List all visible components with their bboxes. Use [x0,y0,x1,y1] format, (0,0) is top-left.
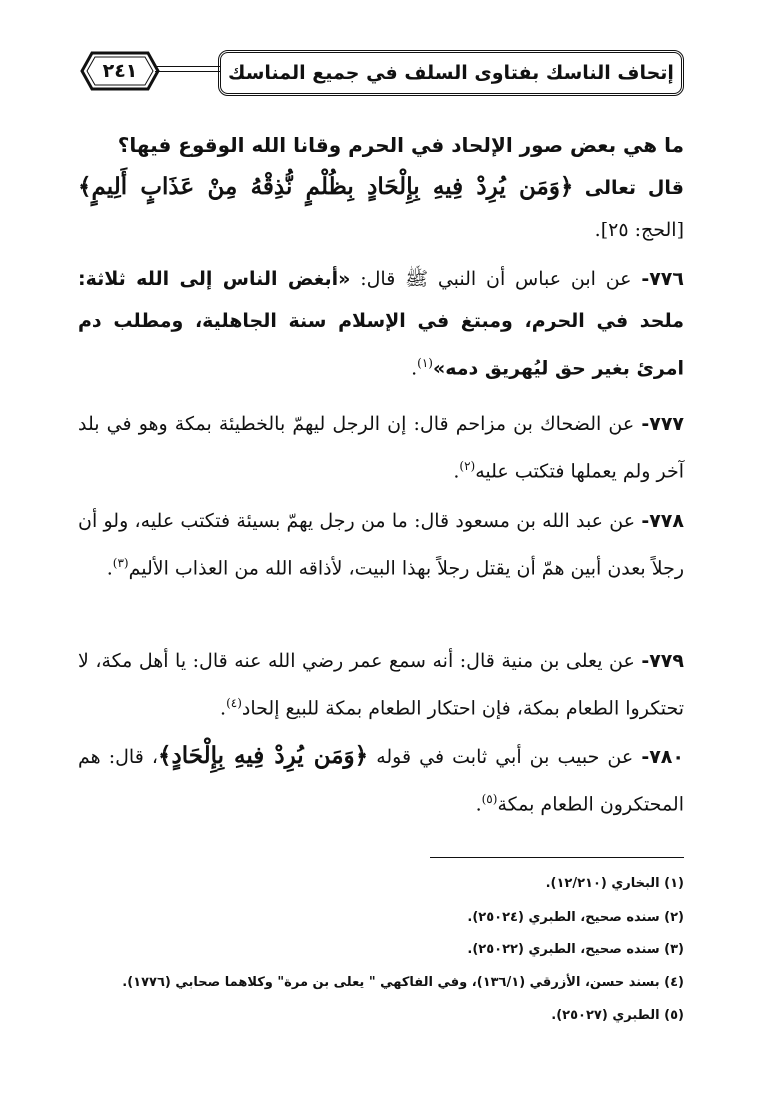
footnote-5: (٥) الطبري (٢٥٠٢٧). [551,1008,684,1023]
entry-number: ٧٨٠- [641,746,684,768]
entry-777: ٧٧٧- عن الضحاك بن مزاحم قال: إن الرجل ليهمّ بالخطيئة بمكة وهو في بلد آخر ولم يعملها فتكتب عليه$^{(٢)}$. [78,413,685,483]
entry-number: ٧٧٧- [641,413,685,435]
entry-intro: عن ابن عباس أن النبي ﷺ قال: [360,268,632,290]
entry-779: ٧٧٩- عن يعلى بن منية قال: أنه سمع عمر رضي الله عنه قال: يا أهل مكة، لا تحتكروا الطعام بمكة، فإن احتكار الطعام بمكة للبيع إلحاد$^{(٤)}$. [78,650,684,720]
footnote-3: (٣) سنده صحيح، الطبري (٢٥٠٢٢). [467,942,684,957]
footnote-marker: (٢) [459,459,476,473]
verse-citation: ﴿وَمَن يُرِدْ فِيهِ بِإِلْحَادٍ﴾ [158,742,369,769]
verse-reference: [الحج: ٢٥]. [594,219,684,241]
entry-778: ٧٧٨- عن عبد الله بن مسعود قال: ما من رجل يهمّ بسيئة فتكتب عليه، ولو أن رجلاً بعدن أبين همّ أن يقتل رجلاً بهذا البيت، لأذاقه الله من العذاب الأليم$^{(٣)}$. [78,510,684,580]
entry-text: عن حبيب بن أبي ثابت في قوله [376,746,634,768]
entry-text: عن الضحاك بن مزاحم قال: إن الرجل ليهمّ بالخطيئة بمكة وهو في بلد آخر ولم يعملها فتكتب عليه [78,413,684,483]
hadith-text: «أبغض الناس إلى الله ثلاثة: ملحد في الحرم، ومبتغ في الإسلام سنة الجاهلية، ومطلب دم امرئ بغير حق ليُهريق دمه» [78,268,684,380]
verse-intro: قال تعالى [584,177,684,199]
verse-text: ﴿وَمَن يُرِدْ فِيهِ بِإِلْحَادٍ بِظُلْمٍ نُّذِقْهُ مِنْ عَذَابٍ أَلِيمٍ﴾ [78,173,574,200]
footnote-separator [430,857,684,858]
footnote-marker: (٤) [226,696,242,710]
verse-paragraph [78,166,684,251]
footnote-1: (١) البخاري (١٢/٢١٠). [545,876,684,891]
footnote-2: (٢) سنده صحيح، الطبري (٢٥٠٢٤). [467,910,684,925]
entry-780: ٧٨٠- عن حبيب بن أبي ثابت في قوله ﴿وَمَن يُرِدْ فِيهِ بِإِلْحَادٍ﴾، قال: هم المحتكرون الطعام بمكة$^{(٥)}$. [78,742,684,816]
running-header-title: إتحاف الناسك بفتاوى السلف في جميع المناسك [228,62,674,84]
footnote-marker: (١) [417,356,433,370]
running-header-frame [218,50,684,96]
entry-number: ٧٧٨- [641,510,684,532]
entry-776: ٧٧٦- عن ابن عباس أن النبي ﷺ قال: «أبغض الناس إلى الله ثلاثة: ملحد في الحرم، ومبتغ في الإسلام سنة الجاهلية، ومطلب دم امرئ بغير حق ليُهريق دمه»$^{(١)}$. [78,268,684,380]
header-connector-line [155,66,221,72]
entry-text-cont: ، قال: هم المحتكرون الطعام بمكة [78,746,684,816]
footnote-marker: (٣) [112,556,129,570]
entry-number: ٧٧٦- [641,268,684,290]
page-number: ٢٤١ [102,60,138,82]
entry-text: عن يعلى بن منية قال: أنه سمع عمر رضي الله عنه قال: يا أهل مكة، لا تحتكروا الطعام بمكة، فإن احتكار الطعام بمكة للبيع إلحاد [78,650,684,720]
footnote-marker: (٥) [481,792,498,806]
footnote-4: (٤) بسند حسن، الأزرقي (١٣٦/١)، وفي الفاكهي " يعلى بن مرة" وكلاهما صحابي (١٧٧٦). [122,975,684,990]
entry-text: عن عبد الله بن مسعود قال: ما من رجل يهمّ بسيئة فتكتب عليه، ولو أن رجلاً بعدن أبين همّ أن يقتل رجلاً بهذا البيت، لأذاقه الله من العذاب الأليم [78,510,684,580]
entry-number: ٧٧٩- [641,650,684,672]
question-heading: ما هي بعض صور الإلحاد في الحرم وقانا الله الوقوع فيها؟ [117,133,684,157]
